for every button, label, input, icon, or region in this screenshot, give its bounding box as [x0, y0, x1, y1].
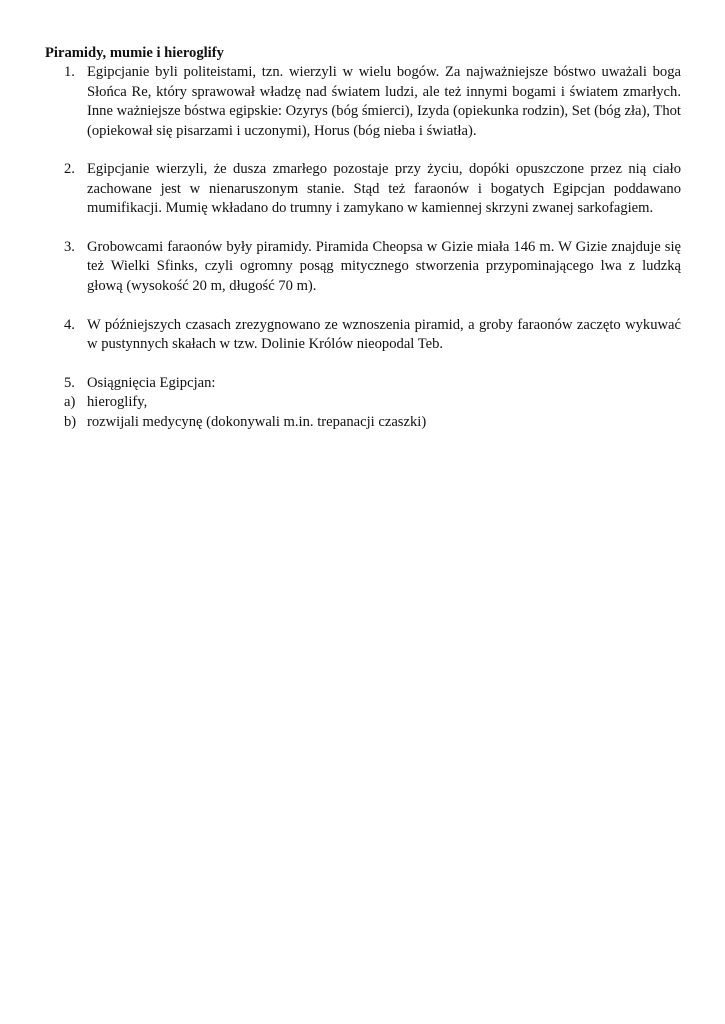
list-item	[45, 374, 681, 432]
list-item	[45, 316, 681, 355]
sub-list-item	[64, 413, 681, 432]
list-item-text: Osiągnięcia Egipcjan:	[87, 374, 216, 391]
sub-list-text: rozwijali medycynę (dokonywali m.in. trepanacji czaszki)	[87, 413, 427, 430]
sub-list-text: hieroglify,	[87, 394, 148, 411]
list-item	[45, 160, 681, 218]
sub-list-letter: b)	[64, 413, 77, 430]
document-body	[45, 44, 681, 451]
list-item	[45, 63, 681, 141]
sub-list-letter: a)	[64, 394, 76, 411]
list-item-number: 5.	[64, 374, 75, 391]
list-item-text: Grobowcami faraonów były piramidy. Piramida Cheopsa w Gizie miała 146 m. W Gizie znajduje się też Wielki Sfinks, czyli ogromny posąg mitycznego stworzenia przypominającego lwa z ludzką głową (wysokość 20 m, długość 70 m).	[87, 239, 681, 294]
list-item-text: Egipcjanie byli politeistami, tzn. wierzyli w wielu bogów. Za najważniejsze bóstwo uważali boga Słońca Re, który sprawował władzę nad światem ludzi, ale też innymi bogami i światem zmarłych. Inne ważniejsze bóstwa egipskie: Ozyrys (bóg śmierci), Izyda (opiekunka rodzin), Set (bóg zła), Thot (opiekował się pisarzami i uczonymi), Horus (bóg nieba i światła).	[87, 64, 681, 139]
document-title: Piramidy, mumie i hieroglify	[45, 45, 224, 61]
numbered-list	[45, 63, 681, 432]
list-item-number: 4.	[64, 316, 75, 333]
list-item-number: 2.	[64, 161, 75, 178]
list-item-text: W późniejszych czasach zrezygnowano ze wznoszenia piramid, a groby faraonów zaczęto wykuwać w pustynnych skałach w tzw. Dolinie Królów nieopodal Teb.	[87, 316, 681, 353]
list-item-number: 3.	[64, 239, 75, 256]
sub-list-item	[64, 393, 681, 412]
sub-list	[64, 393, 681, 432]
list-item-text: Egipcjanie wierzyli, że dusza zmarłego pozostaje przy życiu, dopóki opuszczone przez nią ciało zachowane jest w nienaruszonym stanie. Stąd też faraonów i bogatych Egipcjan poddawano mumifikacji. Mumię wkładano do trumny i zamykano w kamiennej skrzyni zwanej sarkofagiem.	[87, 161, 681, 217]
list-item-number: 1.	[64, 64, 75, 81]
list-item	[45, 238, 681, 296]
